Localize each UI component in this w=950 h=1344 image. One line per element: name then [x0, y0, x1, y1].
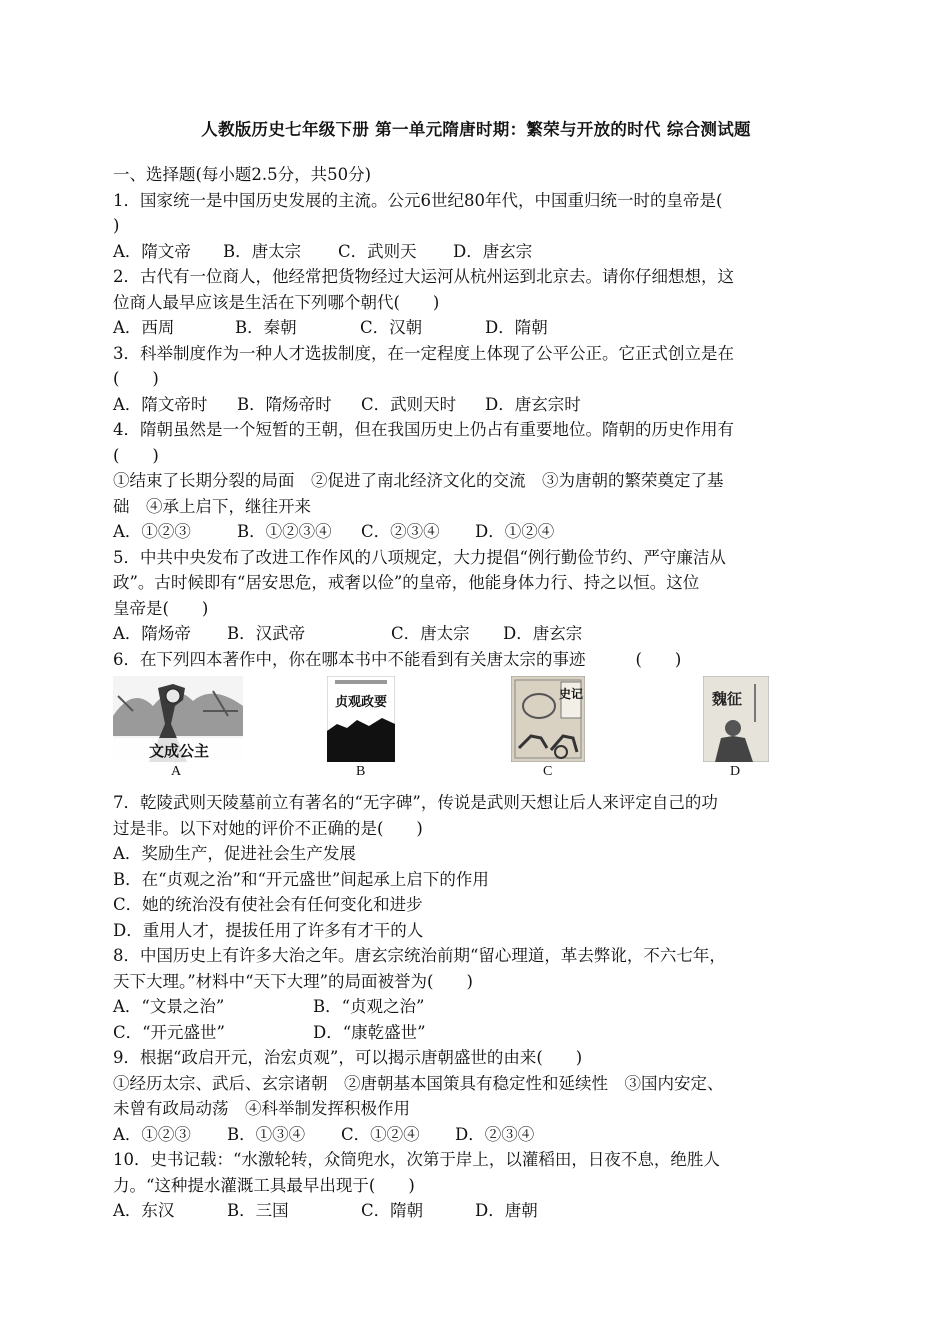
figure-d: [703, 676, 769, 766]
option-d: D．①②④: [475, 522, 555, 541]
question-text: 天下大理。”材料中“天下大理”的局面被誉为( ): [113, 971, 473, 991]
option-b: B．汉武帝: [227, 624, 306, 643]
figure-label-a: A: [171, 764, 182, 779]
question-options: [113, 994, 839, 1020]
option-c: C．“开元盛世”: [113, 1022, 225, 1042]
question-9: [113, 1045, 839, 1147]
option-a: A．隋文帝时: [113, 394, 208, 414]
option-c: C．汉朝: [360, 318, 423, 337]
question-7: [113, 790, 839, 943]
option-a: A．西周: [113, 318, 175, 337]
question-text: ( ): [113, 445, 159, 465]
question-options: [113, 621, 839, 647]
option-b: B．秦朝: [235, 318, 297, 337]
question-text: ①经历太宗、武后、玄宗诸朝 ②唐朝基本国策具有稳定性和延续性 ③国内安定、: [113, 1073, 724, 1093]
question-text: 未曾有政局动荡 ④科举制发挥积极作用: [113, 1099, 410, 1118]
section-heading: 一、选择题(每小题2.5分，共50分): [113, 165, 372, 184]
option-d: D．唐玄宗时: [485, 394, 581, 414]
question-text: 4．隋朝虽然是一个短暂的王朝，但在我国历史上仍占有重要地位。隋朝的历史作用有: [113, 420, 734, 439]
question-options: [113, 315, 839, 341]
figure-a: [113, 676, 243, 766]
question-text: ①结束了长期分裂的局面 ②促进了南北经济文化的交流 ③为唐朝的繁荣奠定了基: [113, 471, 724, 490]
question-3: [113, 341, 839, 418]
question-text: 皇帝是( ): [113, 598, 209, 618]
option-d: D．重用人才，提拔任用了许多有才干的人: [113, 920, 424, 940]
option-d: D．“康乾盛世”: [313, 1022, 426, 1042]
wencheng-princess-image: [113, 676, 243, 762]
option-a: A．隋炀帝: [113, 624, 191, 643]
option-b: B．①②③④: [237, 522, 332, 541]
question-text: 3．科举制度作为一种人才选拔制度，在一定程度上体现了公平公正。它正式创立是在: [113, 343, 734, 363]
option-a: A．①②③: [113, 522, 191, 541]
figure-label-d: D: [730, 764, 741, 779]
question-options: [113, 1198, 839, 1224]
option-c: C．武则天时: [361, 394, 457, 414]
question-options: [113, 1020, 839, 1046]
question-text: [113, 647, 839, 673]
question-6: [113, 647, 839, 787]
question-8: [113, 943, 839, 1045]
question-text: 础 ④承上启下，继往开来: [113, 496, 311, 516]
question-text-main: 6．在下列四本著作中，你在哪本书中不能看到有关唐太宗的事迹: [113, 649, 586, 669]
question-options: [113, 519, 839, 545]
question-text: ( ): [113, 369, 159, 388]
option-c: C．她的统治没有使社会有任何变化和进步: [113, 895, 423, 914]
question-text: 2．古代有一位商人，他经常把货物经过大运河从杭州运到北京去。请你仔细想想，这: [113, 267, 734, 286]
question-options: [113, 392, 839, 418]
option-c: C．隋朝: [361, 1201, 424, 1220]
option-a: A．“文景之治”: [113, 997, 225, 1016]
question-text: 9．根据“政启开元，治宏贞观”，可以揭示唐朝盛世的由来( ): [113, 1048, 583, 1067]
question-10: [113, 1147, 839, 1224]
question-1: [113, 188, 839, 265]
option-d: D．②③④: [455, 1124, 535, 1144]
question-options: [113, 239, 839, 265]
figure-d-title: 魏征: [711, 690, 743, 708]
option-a: A．奖励生产，促进社会生产发展: [113, 844, 356, 863]
option-a: A．①②③: [113, 1124, 191, 1144]
question-text: 10．史书记载：“水激轮转，众筒兜水，次第于岸上，以灌稻田，日夜不息，绝胜人: [113, 1150, 720, 1169]
shiji-cover: [511, 676, 585, 762]
answer-blank: ( ): [635, 649, 682, 669]
option-b: B．在“贞观之治”和“开元盛世”间起承上启下的作用: [113, 869, 489, 889]
figure-label-b: B: [356, 764, 366, 779]
question-4: [113, 417, 839, 545]
question-2: [113, 264, 839, 341]
zhenguan-zhengyao-cover: [327, 676, 395, 762]
page-title: 人教版历史七年级下册 第一单元隋唐时期：繁荣与开放的时代 综合测试题: [201, 120, 751, 139]
option-b: B．①③④: [227, 1124, 306, 1144]
option-c: C．唐太宗: [391, 624, 470, 643]
question-text: 位商人最早应该是生活在下列哪个朝代( ): [113, 292, 440, 312]
option-b: B．三国: [227, 1201, 289, 1220]
question-text: 1．国家统一是中国历史发展的主流。公元6世纪80年代，中国重归统一时的皇帝是(: [113, 190, 723, 210]
option-d: D．唐朝: [475, 1201, 538, 1220]
figure-b: [327, 676, 395, 766]
figure-b-title: 贞观政要: [334, 695, 388, 710]
option-c: C．①②④: [341, 1124, 420, 1144]
option-d: D．唐玄宗: [503, 624, 583, 643]
option-b: B．隋炀帝时: [237, 394, 332, 414]
question-text: 政”。古时候即有“居安思危，戒奢以俭”的皇帝，他能身体力行、持之以恒。这位: [113, 573, 700, 592]
question-text: 7．乾陵武则天陵墓前立有著名的“无字碑”，传说是武则天想让后人来评定自己的功: [113, 793, 718, 812]
question-text: ): [113, 216, 120, 235]
option-d: D．唐玄宗: [453, 241, 533, 261]
question-text: 力。“这种提水灌溉工具最早出现于( ): [113, 1175, 415, 1195]
book-figures: [113, 676, 839, 786]
option-b: B．唐太宗: [223, 241, 302, 261]
figure-a-title: 文成公主: [148, 742, 210, 760]
option-c: C．②③④: [361, 522, 440, 541]
option-d: D．隋朝: [485, 318, 548, 337]
question-5: [113, 545, 839, 647]
exam-page: [113, 118, 839, 1224]
option-b: B．“贞观之治”: [313, 997, 425, 1016]
option-c: C．武则天: [338, 241, 417, 261]
option-a: A．东汉: [113, 1201, 175, 1220]
question-text: 5．中共中央发布了改进工作作风的八项规定，大力提倡“例行勤俭节约、严守廉洁从: [113, 547, 726, 567]
question-text: 8．中国历史上有许多大治之年。唐玄宗统治前期“留心理道，革去弊讹，不六七年，: [113, 946, 726, 965]
figure-c-title: 史记: [558, 687, 584, 701]
figure-label-c: C: [543, 764, 553, 779]
question-options: [113, 1122, 839, 1148]
option-a: A．隋文帝: [113, 241, 191, 261]
figure-c: [511, 676, 585, 766]
question-text: 过是非。以下对她的评价不正确的是( ): [113, 818, 423, 838]
weizheng-cover: [703, 676, 769, 762]
